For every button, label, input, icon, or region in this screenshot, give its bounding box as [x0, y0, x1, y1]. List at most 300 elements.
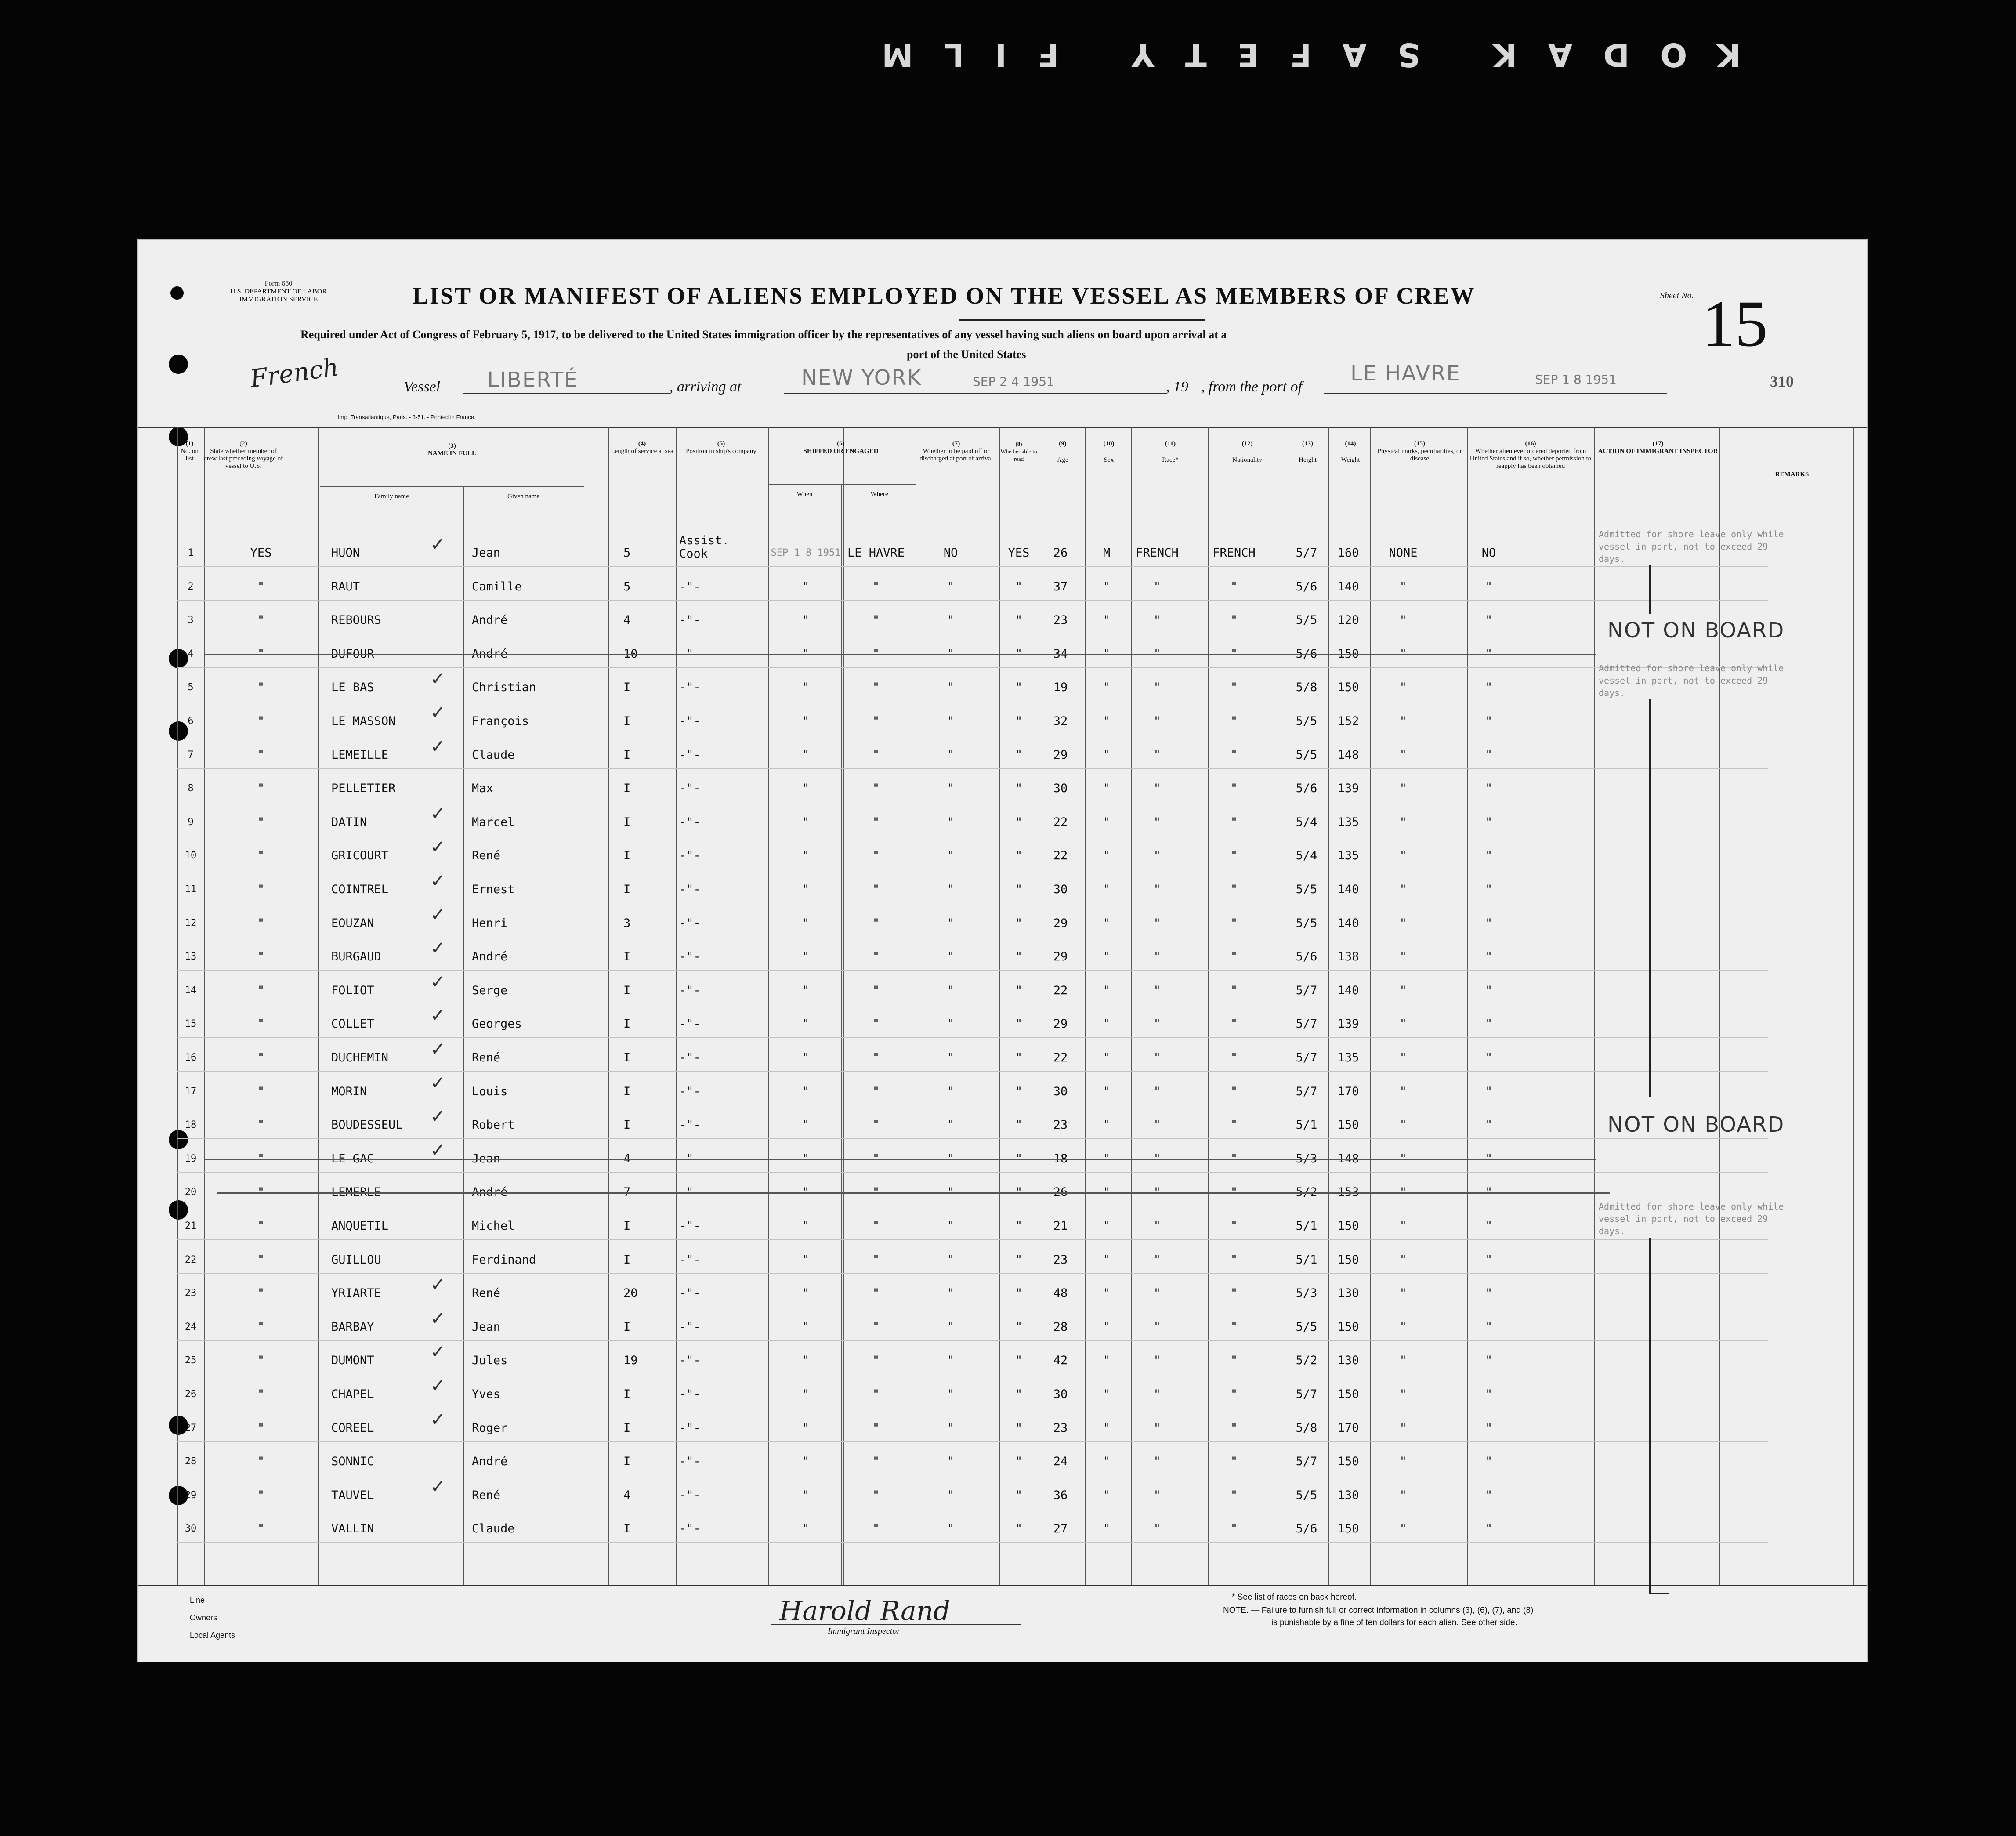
position-cell: -"- — [679, 1522, 701, 1535]
service-length-cell: I — [623, 849, 631, 862]
weight-cell: 130 — [1337, 1286, 1359, 1300]
weight-cell: 150 — [1337, 1219, 1359, 1233]
deported-cell: " — [1485, 681, 1493, 694]
physical-marks-cell: " — [1399, 1387, 1407, 1401]
nationality-cell: " — [1230, 1185, 1238, 1199]
shipped-where-cell: " — [872, 681, 880, 694]
col-header-nationality: (12) Nationality — [1232, 440, 1262, 464]
age-cell: 30 — [1053, 1085, 1068, 1098]
able-read-cell: YES — [1008, 546, 1030, 560]
row-number: 8 — [188, 783, 194, 794]
given-name-cell: Georges — [472, 1017, 522, 1031]
signature-line — [771, 1624, 1021, 1625]
service-length-cell: 7 — [623, 1185, 631, 1199]
age-cell: 26 — [1053, 546, 1068, 560]
position-cell: -"- — [679, 1152, 701, 1166]
row-number: 5 — [188, 682, 194, 693]
service-length-cell: I — [623, 1320, 631, 1334]
sex-cell: " — [1103, 1354, 1111, 1367]
race-cell: " — [1153, 580, 1161, 594]
row-rule — [177, 1138, 1768, 1139]
inspector-bracket-end — [1649, 1593, 1669, 1594]
previous-voyage-cell: " — [257, 748, 265, 762]
checkmark-icon: ✓ — [430, 1105, 446, 1127]
inspector-signature: Harold Rand — [779, 1596, 950, 1626]
given-name-cell: Ernest — [472, 883, 515, 896]
family-name-cell: LE GAC — [331, 1152, 374, 1166]
row-number: 29 — [185, 1490, 197, 1501]
family-name-cell: PELLETIER — [331, 782, 396, 795]
paid-off-cell: " — [947, 714, 955, 728]
sex-cell: " — [1103, 647, 1111, 661]
form-subtitle: Required under Act of Congress of February 5, 1917, to be delivered to the United States immigration officer by the representatives of any vessel having such aliens on board upon arrival at a — [300, 328, 1227, 341]
shipped-when-cell: " — [802, 580, 810, 594]
nationality-cell: FRENCH — [1212, 546, 1256, 560]
height-cell: 5/3 — [1296, 1286, 1317, 1300]
previous-voyage-cell: " — [257, 1320, 265, 1334]
col-header-able-read: (8) Whether able to read — [1000, 441, 1037, 462]
nationality-cell: " — [1230, 984, 1238, 997]
physical-marks-cell: " — [1399, 714, 1407, 728]
age-cell: 26 — [1053, 1185, 1068, 1199]
family-name-cell: SONNIC — [331, 1455, 374, 1468]
given-name-cell: René — [472, 849, 501, 862]
position-cell: -"- — [679, 580, 701, 594]
row-number: 25 — [185, 1355, 197, 1366]
age-cell: 30 — [1053, 782, 1068, 795]
weight-cell: 130 — [1337, 1488, 1359, 1502]
height-cell: 5/6 — [1296, 1522, 1317, 1535]
checkmark-icon: ✓ — [430, 1274, 446, 1295]
shipped-when-cell: " — [802, 1421, 810, 1435]
row-rule — [177, 1172, 1768, 1173]
previous-voyage-cell: " — [257, 1253, 265, 1267]
family-name-cell: CHAPEL — [331, 1387, 374, 1401]
height-cell: 5/7 — [1296, 1085, 1317, 1098]
race-cell: " — [1153, 714, 1161, 728]
family-name-cell: EOUZAN — [331, 916, 374, 930]
previous-voyage-cell: " — [257, 1387, 265, 1401]
sex-cell: M — [1103, 546, 1111, 560]
physical-marks-cell: " — [1399, 1522, 1407, 1535]
shore-leave-note: Admitted for shore leave only while vessel in port, not to exceed 29 days. — [1599, 1201, 1784, 1236]
sex-cell: " — [1103, 1219, 1111, 1233]
position-cell: -"- — [679, 1118, 701, 1132]
service-length-cell: I — [623, 984, 631, 997]
nationality-cell: " — [1230, 714, 1238, 728]
race-cell: " — [1153, 1488, 1161, 1502]
checkmark-icon: ✓ — [430, 1476, 446, 1497]
printer-imprint: Imp. Transatlantique, Paris. - 3-51. - Printed in France. — [338, 414, 476, 420]
shipped-when-cell: " — [802, 950, 810, 963]
nationality-cell: " — [1230, 1152, 1238, 1166]
row-number: 2 — [188, 581, 194, 592]
race-cell: " — [1153, 1253, 1161, 1267]
weight-cell: 150 — [1337, 1522, 1359, 1535]
physical-marks-cell: " — [1399, 1219, 1407, 1233]
able-read-cell: " — [1015, 647, 1023, 661]
checkmark-icon: ✓ — [430, 1409, 446, 1430]
sex-cell: " — [1103, 1421, 1111, 1435]
arrival-port: NEW YORK — [801, 366, 922, 390]
sex-cell: " — [1103, 782, 1111, 795]
previous-voyage-cell: " — [257, 1017, 265, 1031]
checkmark-icon: ✓ — [430, 1038, 446, 1060]
previous-voyage-cell: " — [257, 1152, 265, 1166]
weight-cell: 150 — [1337, 647, 1359, 661]
shipped-where-cell: " — [872, 1286, 880, 1300]
shipped-when-cell: " — [802, 714, 810, 728]
row-number: 9 — [188, 817, 194, 828]
penalty-note: NOTE. — Failure to furnish full or correct information in columns (3), (6), (7), and (8) — [1223, 1606, 1534, 1615]
age-cell: 28 — [1053, 1320, 1068, 1334]
given-name-cell: Yves — [472, 1387, 501, 1401]
race-cell: " — [1153, 1286, 1161, 1300]
paid-off-cell: " — [947, 1421, 955, 1435]
position-cell: -"- — [679, 714, 701, 728]
row-rule — [177, 1071, 1768, 1072]
height-cell: 5/2 — [1296, 1185, 1317, 1199]
sheet-number-label: Sheet No. — [1660, 291, 1694, 301]
row-number: 28 — [185, 1456, 197, 1467]
previous-voyage-cell: " — [257, 647, 265, 661]
deported-cell: " — [1485, 1051, 1493, 1065]
shipped-when-cell: " — [802, 782, 810, 795]
shipped-subheader-rule — [768, 484, 916, 485]
physical-marks-cell: " — [1399, 1421, 1407, 1435]
family-name-cell: YRIARTE — [331, 1286, 381, 1300]
service-length-cell: 4 — [623, 1152, 631, 1166]
handwritten-nationality-note: French — [248, 353, 340, 394]
previous-voyage-cell: " — [257, 1118, 265, 1132]
sex-cell: " — [1103, 1017, 1111, 1031]
shipped-when-cell: " — [802, 1152, 810, 1166]
sex-cell: " — [1103, 1085, 1111, 1098]
checkmark-icon: ✓ — [430, 904, 446, 925]
weight-cell: 139 — [1337, 1017, 1359, 1031]
row-number: 15 — [185, 1018, 197, 1029]
sub-column-divider — [463, 486, 464, 1585]
able-read-cell: " — [1015, 580, 1023, 594]
row-number: 18 — [185, 1119, 197, 1130]
paid-off-cell: " — [947, 748, 955, 762]
deported-cell: " — [1485, 1320, 1493, 1334]
previous-voyage-cell: " — [257, 1421, 265, 1435]
previous-voyage-cell: " — [257, 849, 265, 862]
nationality-cell: " — [1230, 580, 1238, 594]
previous-voyage-cell: " — [257, 950, 265, 963]
position-cell: -"- — [679, 883, 701, 896]
position-cell: -"- — [679, 1320, 701, 1334]
service-length-cell: I — [623, 1085, 631, 1098]
age-cell: 18 — [1053, 1152, 1068, 1166]
form-subtitle-2: port of the United States — [907, 348, 1026, 361]
height-cell: 5/2 — [1296, 1354, 1317, 1367]
vessel-name: LIBERTÉ — [487, 368, 579, 392]
weight-cell: 140 — [1337, 883, 1359, 896]
age-cell: 42 — [1053, 1354, 1068, 1367]
shipped-when-cell: " — [802, 849, 810, 862]
height-cell: 5/1 — [1296, 1118, 1317, 1132]
position-cell: -"- — [679, 1488, 701, 1502]
weight-cell: 152 — [1337, 714, 1359, 728]
given-name-cell: André — [472, 950, 508, 963]
race-cell: " — [1153, 782, 1161, 795]
shipped-where-cell: " — [872, 883, 880, 896]
shipped-where-cell: " — [872, 1085, 880, 1098]
weight-cell: 160 — [1337, 546, 1359, 560]
sex-cell: " — [1103, 1286, 1111, 1300]
service-length-cell: 3 — [623, 916, 631, 930]
year-label: , 19 — [1166, 379, 1188, 395]
service-length-cell: I — [623, 1522, 631, 1535]
shipped-where-cell: " — [872, 1017, 880, 1031]
arriving-label: , arriving at — [670, 379, 742, 395]
paid-off-cell: " — [947, 647, 955, 661]
given-name-cell: Roger — [472, 1421, 508, 1435]
crew-table — [138, 240, 1867, 1662]
service-length-cell: I — [623, 782, 631, 795]
previous-voyage-cell: " — [257, 1286, 265, 1300]
given-name-cell: René — [472, 1286, 501, 1300]
weight-cell: 135 — [1337, 815, 1359, 829]
able-read-cell: " — [1015, 1488, 1023, 1502]
age-cell: 30 — [1053, 883, 1068, 896]
age-cell: 37 — [1053, 580, 1068, 594]
previous-voyage-cell: YES — [250, 546, 272, 560]
paid-off-cell: " — [947, 681, 955, 694]
family-name-cell: BOUDESSEUL — [331, 1118, 403, 1132]
race-cell: " — [1153, 984, 1161, 997]
age-cell: 29 — [1053, 1017, 1068, 1031]
race-cell: " — [1153, 1085, 1161, 1098]
column-divider — [1085, 427, 1086, 1585]
shipped-when-cell: " — [802, 916, 810, 930]
weight-cell: 140 — [1337, 984, 1359, 997]
row-rule — [177, 566, 1768, 567]
weight-cell: 139 — [1337, 782, 1359, 795]
sex-cell: " — [1103, 1253, 1111, 1267]
given-name-cell: André — [472, 647, 508, 661]
height-cell: 5/3 — [1296, 1152, 1317, 1166]
given-name-cell: Jean — [472, 546, 501, 560]
shipped-where-cell: " — [872, 1522, 880, 1535]
position-cell: -"- — [679, 1354, 701, 1367]
previous-voyage-cell: " — [257, 1488, 265, 1502]
age-cell: 24 — [1053, 1455, 1068, 1468]
height-cell: 5/5 — [1296, 1488, 1317, 1502]
page-title: LIST OR MANIFEST OF ALIENS EMPLOYED ON THE VESSEL AS MEMBERS OF CREW — [413, 282, 1476, 309]
height-cell: 5/5 — [1296, 916, 1317, 930]
sex-cell: " — [1103, 815, 1111, 829]
service-length-cell: 5 — [623, 546, 631, 560]
deported-cell: " — [1485, 1253, 1493, 1267]
inspector-bracket — [1649, 565, 1651, 614]
weight-cell: 148 — [1337, 748, 1359, 762]
departure-date-stamp: SEP 1 8 1951 — [1535, 372, 1617, 387]
position-cell: -"- — [679, 984, 701, 997]
previous-voyage-cell: " — [257, 1085, 265, 1098]
paid-off-cell: " — [947, 1152, 955, 1166]
shipped-when-cell: SEP 1 8 1951 — [771, 547, 841, 558]
position-cell: -"- — [679, 916, 701, 930]
able-read-cell: " — [1015, 681, 1023, 694]
previous-voyage-cell: " — [257, 1354, 265, 1367]
family-name-cell: COINTREL — [331, 883, 389, 896]
shipped-when-cell: " — [802, 1017, 810, 1031]
given-name-cell: André — [472, 613, 508, 627]
weight-cell: 170 — [1337, 1421, 1359, 1435]
deported-cell: " — [1485, 1152, 1493, 1166]
row-number: 7 — [188, 750, 194, 760]
shore-leave-note: Admitted for shore leave only while vessel in port, not to exceed 29 days. — [1599, 663, 1784, 698]
nationality-cell: " — [1230, 1219, 1238, 1233]
nationality-cell: " — [1230, 748, 1238, 762]
able-read-cell: " — [1015, 748, 1023, 762]
family-name-cell: VALLIN — [331, 1522, 374, 1535]
physical-marks-cell: " — [1399, 1320, 1407, 1334]
physical-marks-cell: " — [1399, 748, 1407, 762]
age-cell: 19 — [1053, 681, 1068, 694]
physical-marks-cell: " — [1399, 613, 1407, 627]
height-cell: 5/6 — [1296, 950, 1317, 963]
service-length-cell: I — [623, 1051, 631, 1065]
family-name-cell: DATIN — [331, 815, 367, 829]
family-name-cell: BURGAUD — [331, 950, 381, 963]
row-number: 26 — [185, 1389, 197, 1400]
race-cell: " — [1153, 1421, 1161, 1435]
deported-cell: " — [1485, 647, 1493, 661]
height-cell: 5/7 — [1296, 1387, 1317, 1401]
nationality-cell: " — [1230, 1051, 1238, 1065]
sex-cell: " — [1103, 748, 1111, 762]
shipped-when-cell: " — [802, 1455, 810, 1468]
service-length-cell: I — [623, 1455, 631, 1468]
race-cell: FRENCH — [1136, 546, 1179, 560]
service-length-cell: 4 — [623, 613, 631, 627]
age-cell: 23 — [1053, 613, 1068, 627]
family-name-cell: MORIN — [331, 1085, 367, 1098]
shipped-when-cell: " — [802, 1253, 810, 1267]
weight-cell: 140 — [1337, 916, 1359, 930]
service-length-cell: I — [623, 1017, 631, 1031]
row-rule — [177, 1340, 1768, 1341]
nationality-cell: " — [1230, 950, 1238, 963]
col-header-position: (5) Position in ship's company — [686, 440, 756, 455]
position-cell: Assist. Cook — [679, 534, 729, 561]
shipped-where-cell: " — [872, 1118, 880, 1132]
paid-off-cell: " — [947, 815, 955, 829]
checkmark-icon: ✓ — [430, 1004, 446, 1026]
checkmark-icon: ✓ — [430, 702, 446, 723]
physical-marks-cell: " — [1399, 1152, 1407, 1166]
deported-cell: " — [1485, 1185, 1493, 1199]
checkmark-icon: ✓ — [430, 803, 446, 824]
shipped-when-cell: " — [802, 1051, 810, 1065]
nationality-cell: " — [1230, 1522, 1238, 1535]
shipped-where-cell: " — [872, 714, 880, 728]
position-cell: -"- — [679, 1085, 701, 1098]
race-cell: " — [1153, 1522, 1161, 1535]
col-header-physical-marks: (15) Physical marks, peculiarities, or disease — [1377, 440, 1462, 462]
family-name-cell: DUFOUR — [331, 647, 374, 661]
race-cell: " — [1153, 1455, 1161, 1468]
position-cell: -"- — [679, 1017, 701, 1031]
col-header-weight: (14) Weight — [1341, 440, 1360, 464]
row-rule — [177, 600, 1768, 601]
family-name-cell: DUMONT — [331, 1354, 374, 1367]
shipped-when-cell: " — [802, 647, 810, 661]
deported-cell: " — [1485, 1085, 1493, 1098]
position-cell: -"- — [679, 1253, 701, 1267]
age-cell: 22 — [1053, 984, 1068, 997]
sex-cell: " — [1103, 916, 1111, 930]
column-divider — [1208, 427, 1209, 1585]
weight-cell: 140 — [1337, 580, 1359, 594]
height-cell: 5/7 — [1296, 1017, 1317, 1031]
column-divider — [1370, 427, 1371, 1585]
given-name-cell: René — [472, 1051, 501, 1065]
age-cell: 32 — [1053, 714, 1068, 728]
column-divider — [999, 427, 1000, 1585]
physical-marks-cell: " — [1399, 815, 1407, 829]
nationality-cell: " — [1230, 1354, 1238, 1367]
shipped-when-cell: " — [802, 748, 810, 762]
shipped-when-cell: " — [802, 1185, 810, 1199]
able-read-cell: " — [1015, 1185, 1023, 1199]
deported-cell: " — [1485, 883, 1493, 896]
able-read-cell: " — [1015, 1387, 1023, 1401]
weight-cell: 138 — [1337, 950, 1359, 963]
race-cell: " — [1153, 1320, 1161, 1334]
physical-marks-cell: NONE — [1389, 546, 1418, 560]
shipped-where-cell: " — [872, 613, 880, 627]
physical-marks-cell: " — [1399, 782, 1407, 795]
able-read-cell: " — [1015, 815, 1023, 829]
physical-marks-cell: " — [1399, 916, 1407, 930]
shipped-where-cell: " — [872, 1185, 880, 1199]
paid-off-cell: " — [947, 1354, 955, 1367]
arrival-date-stamp: SEP 2 4 1951 — [973, 374, 1054, 389]
position-cell: -"- — [679, 815, 701, 829]
checkmark-icon: ✓ — [430, 937, 446, 959]
race-cell: " — [1153, 1118, 1161, 1132]
nationality-cell: " — [1230, 1085, 1238, 1098]
shipped-where-cell: " — [872, 782, 880, 795]
column-divider — [1328, 427, 1329, 1585]
height-cell: 5/5 — [1296, 714, 1317, 728]
previous-voyage-cell: " — [257, 1051, 265, 1065]
table-top-border — [138, 427, 1867, 428]
paid-off-cell: " — [947, 1488, 955, 1502]
deported-cell: " — [1485, 815, 1493, 829]
race-cell: " — [1153, 613, 1161, 627]
shipped-where-cell: " — [872, 1421, 880, 1435]
checkmark-icon: ✓ — [430, 870, 446, 891]
age-cell: 36 — [1053, 1488, 1068, 1502]
deported-cell: " — [1485, 984, 1493, 997]
physical-marks-cell: " — [1399, 849, 1407, 862]
shipped-when-cell: " — [802, 1085, 810, 1098]
checkmark-icon: ✓ — [430, 971, 446, 992]
given-name-cell: Serge — [472, 984, 508, 997]
family-name-cell: GRICOURT — [331, 849, 389, 862]
row-number: 21 — [185, 1220, 197, 1231]
shipped-when-cell: " — [802, 883, 810, 896]
row-number: 13 — [185, 951, 197, 962]
col-header-shipped: (6) SHIPPED OR ENGAGED — [803, 440, 879, 455]
height-cell: 5/5 — [1296, 613, 1317, 627]
